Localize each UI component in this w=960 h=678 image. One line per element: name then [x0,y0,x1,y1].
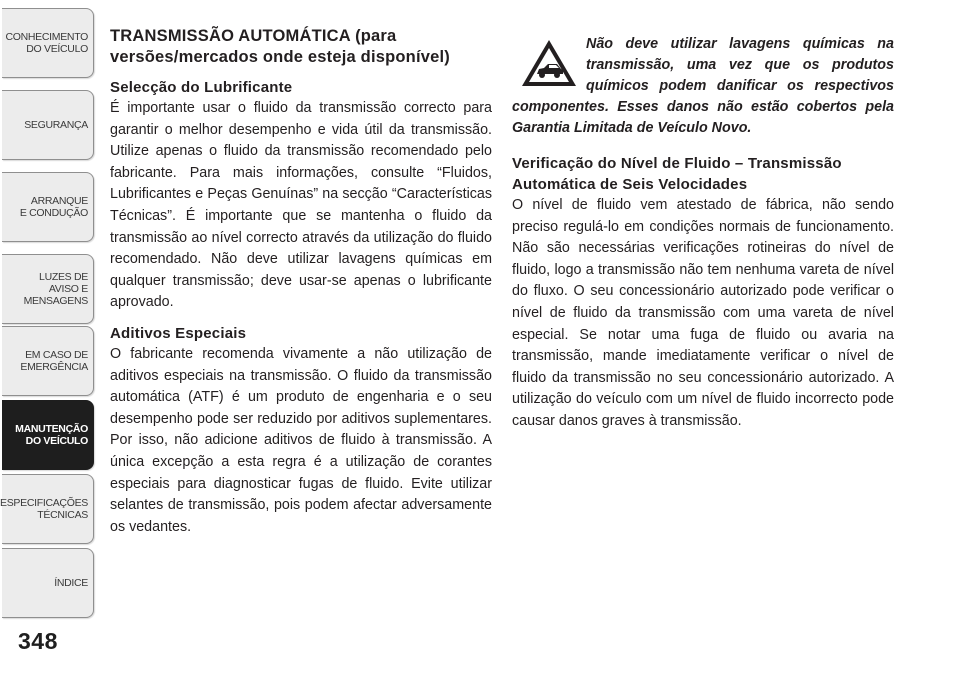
tab-label: ARRANQUE E CONDUÇÃO [19,195,88,219]
tab-em-caso-de-emergencia[interactable] [2,326,94,396]
fluid-check-heading: Verificação do Nível de Fluido – Transmissão Automática de Seis Velocidades [512,155,842,193]
tab-especificacoes-tecnicas[interactable] [2,474,94,544]
tab-label: EM CASO DE EMERGÊNCIA [20,349,88,373]
tab-label: SEGURANÇA [24,119,88,131]
tab-label: ÍNDICE [54,577,88,589]
lubricant-paragraph: É importante usar o fluido da transmissão correcto para garantir o melhor desempenho e vida útil da transmissão. Utilize apenas o fluido da transmissão recomendado pelo fabricante. Para mais informações, consulte “Fluidos, Lubrificantes e Peças Genuínas” na secção “Características Técnicas”. É importante que se mantenha o fluido da transmissão ao nível correcto através da utilização do fluido recomendado. Não deve utilizar lavagens químicas em qualquer transmissão; deve usar-se apenas o lubrificante aprovado. [110,100,492,311]
fluid-check-paragraph: O nível de fluido vem atestado de fábrica, não sendo preciso regulá-lo em condições normais de funcionamento. Não são necessárias verificações rotineiras do nível de fluido, logo a transmissão não tem nenhuma vareta de nível do fluxo. O seu concessionário autorizado pode verificar o nível de fluido da transmissão com uma vareta de nível especial. Se notar uma fuga de fluido ou avaria na transmissão, mande imediatamente verificar o nível de fluido da transmissão no seu concessionário autorizado. A utilização do veículo com um nível de fluido incorrecto pode causar danos graves à transmissão. [512,197,894,429]
right-column [512,34,894,443]
tab-luzes-de-aviso[interactable] [2,254,94,324]
tab-label: ESPECIFICAÇÕES TÉCNICAS [0,497,88,521]
chapter-tabs [0,0,98,678]
additives-heading: Aditivos Especiais [110,324,247,342]
warning-box [512,34,894,139]
warning-text: Não deve utilizar lavagens químicas na transmissão, uma vez que os produtos químicos podem danificar os respectivos componentes. Esses danos não estão cobertos pela Garantia Limitada de Veículo Novo. [512,36,894,136]
tab-indice[interactable] [2,548,94,618]
tab-seguranca[interactable] [2,90,94,160]
left-column [110,26,492,548]
additives-paragraph: O fabricante recomenda vivamente a não utilização de aditivos especiais na transmissão. O fluido da transmissão automática (ATF) é um produto de engenharia e o seu desempenho pode ser reduzido por aditivos suplementares. Por isso, não adicione aditivos de fluido à transmissão. A única excepção a esta regra é a utilização de corantes especiais para diagnosticar fugas de fluido. Evite utilizar selantes de transmissão, pois podem afectar adversamente os vedantes. [110,345,492,535]
tab-label: MANUTENÇÃO DO VEÍCULO [15,423,88,447]
tab-manutencao-do-veiculo[interactable] [2,400,94,470]
tab-label: LUZES DE AVISO E MENSAGENS [23,271,88,307]
tab-label: CONHECIMENTO DO VEÍCULO [5,31,88,55]
tab-arranque-e-conducao[interactable] [2,172,94,242]
section-title: TRANSMISSÃO AUTOMÁTICA (para versões/mercados onde esteja disponível) [110,27,450,66]
page-number: 348 [18,628,58,654]
lubricant-heading: Selecção do Lubrificante [110,79,293,96]
vehicle-warning-triangle-icon [520,38,578,88]
tab-conhecimento-do-veiculo[interactable] [2,8,94,78]
